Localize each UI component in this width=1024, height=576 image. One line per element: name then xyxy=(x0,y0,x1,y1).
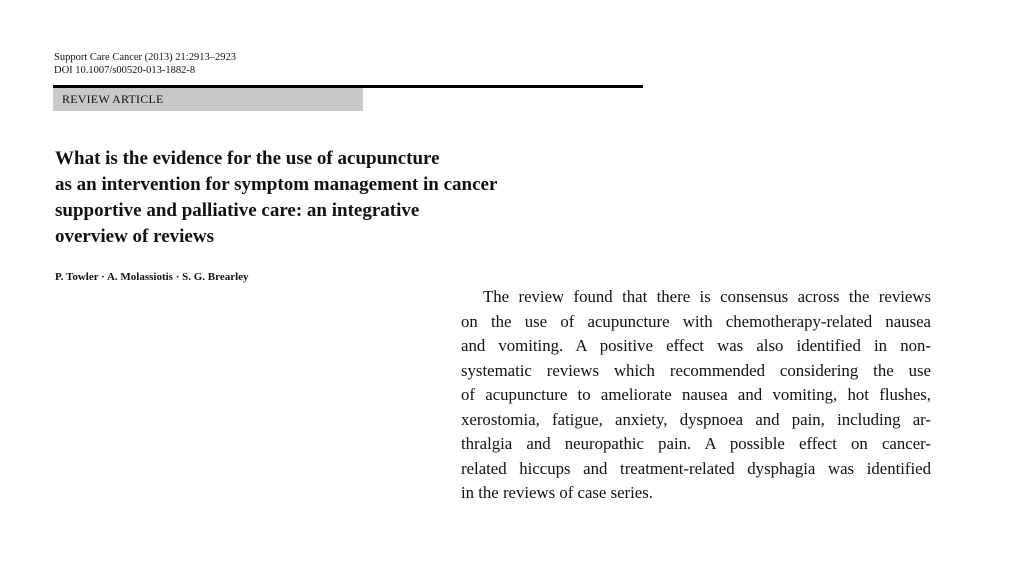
excerpt-line: systematic reviews which recommended considering the use xyxy=(461,360,931,380)
title-line: overview of reviews xyxy=(55,226,214,247)
excerpt-line: The review found that there is consensus across the reviews xyxy=(483,287,931,306)
author-list: P. Towler · A. Molassiotis · S. G. Brearley xyxy=(55,271,249,283)
journal-citation: Support Care Cancer (2013) 21:2913–2923 xyxy=(54,52,236,63)
excerpt-line: of acupuncture to ameliorate nausea and vomiting, hot flushes, xyxy=(461,385,931,404)
excerpt-line: on the use of acupuncture with chemotherapy-related nausea xyxy=(461,311,931,331)
excerpt-line: related hiccups and treatment-related dysphagia was identified xyxy=(461,458,931,478)
article-title xyxy=(55,146,615,250)
excerpt-line: in the reviews of case series. xyxy=(461,483,653,502)
doi-line: DOI 10.1007/s00520-013-1882-8 xyxy=(54,65,196,76)
excerpt-line: and vomiting. A positive effect was also identified in non- xyxy=(461,336,931,355)
excerpt-line: xerostomia, fatigue, anxiety, dyspnoea and pain, including ar- xyxy=(461,409,931,429)
excerpt-paragraph xyxy=(461,285,931,506)
article-type-banner: REVIEW ARTICLE xyxy=(53,88,363,111)
title-line: as an intervention for symptom management in cancer xyxy=(55,174,498,195)
title-line: supportive and palliative care: an integrative xyxy=(55,200,420,221)
excerpt-line: thralgia and neuropathic pain. A possible effect on cancer- xyxy=(461,434,931,453)
title-line: What is the evidence for the use of acupuncture xyxy=(55,148,440,169)
